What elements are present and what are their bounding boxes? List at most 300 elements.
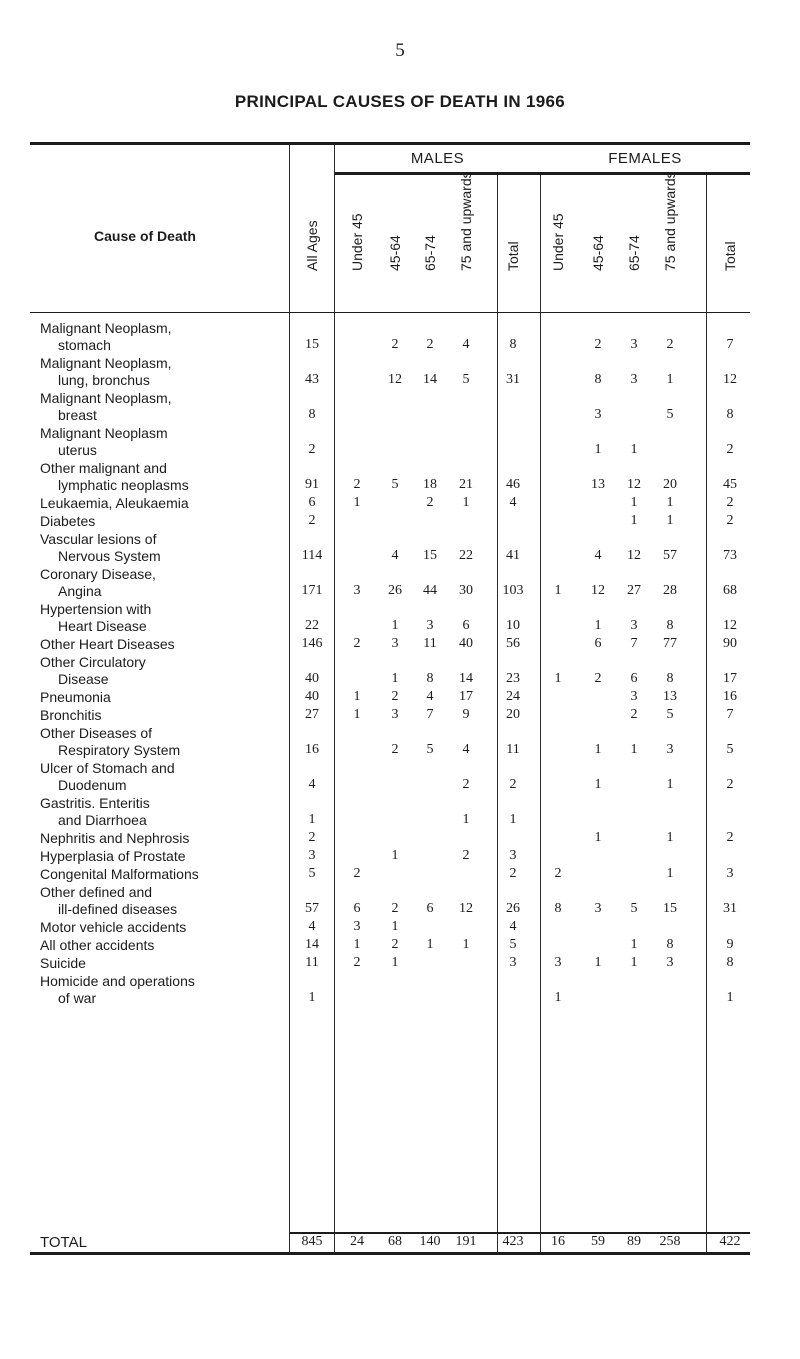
table-cell: 2 (426, 495, 434, 510)
group-header-rule (335, 172, 750, 175)
table-cell: 1 (630, 742, 638, 757)
total-cell: 258 (659, 1234, 681, 1249)
cause-line-1: Diabetes (40, 513, 96, 529)
table-cell: 27 (305, 707, 319, 722)
table-cell: 1 (308, 812, 316, 827)
table-cell: 146 (301, 636, 323, 651)
table-cell: 1 (462, 812, 470, 827)
page-number: 5 (395, 40, 405, 61)
total-cell: 422 (719, 1234, 741, 1249)
table-cell: 1 (594, 442, 602, 457)
table-cell: 5 (462, 372, 470, 387)
cause-line-1: Bronchitis (40, 707, 102, 723)
table-cell: 2 (391, 901, 399, 916)
table-cell: 1 (594, 955, 602, 970)
cause-line-1: Ulcer of Stomach and (40, 760, 175, 776)
column-header (623, 195, 645, 285)
table-cell: 1 (554, 990, 562, 1005)
cause-line-1: Hyperplasia of Prostate (40, 848, 186, 864)
table-row (0, 531, 800, 566)
table-cell: 44 (423, 583, 437, 598)
table-cell: 8 (426, 671, 434, 686)
total-cell: 68 (388, 1234, 402, 1249)
table-cell: 3 (726, 866, 734, 881)
table-row (0, 513, 800, 531)
table-cell: 11 (423, 636, 437, 651)
cause-line-1: Other Heart Diseases (40, 636, 175, 652)
table-cell: 8 (308, 407, 316, 422)
table-cell: 12 (627, 548, 641, 563)
table-cell: 43 (305, 372, 319, 387)
total-label: TOTAL (40, 1234, 87, 1251)
table-cell: 20 (506, 707, 520, 722)
column-header-label: 65-74 (422, 235, 438, 271)
cause-name (40, 955, 272, 972)
table-cell: 1 (666, 866, 674, 881)
table-cell: 1 (630, 955, 638, 970)
column-header-label: Total (505, 241, 521, 271)
cause-name (40, 848, 272, 865)
table-cell: 1 (391, 955, 399, 970)
cause-of-death-header: Cause of Death (94, 228, 196, 244)
cause-line-1: Congenital Malformations (40, 866, 199, 882)
table-cell: 1 (666, 372, 674, 387)
table-cell: 4 (391, 548, 399, 563)
table-row (0, 460, 800, 495)
table-cell: 2 (353, 866, 361, 881)
table-cell: 2 (726, 495, 734, 510)
cause-name (40, 654, 272, 687)
table-cell: 1 (594, 830, 602, 845)
table-cell: 5 (666, 407, 674, 422)
table-cell: 1 (554, 583, 562, 598)
cause-line-1: Nephritis and Nephrosis (40, 830, 190, 846)
column-header (384, 195, 406, 285)
table-cell: 6 (308, 495, 316, 510)
column-header-label: All Ages (304, 220, 320, 271)
table-cell: 24 (506, 689, 520, 704)
table-cell: 31 (723, 901, 737, 916)
table-cell: 1 (594, 618, 602, 633)
table-cell: 8 (509, 337, 517, 352)
cause-line-2: Disease (58, 670, 109, 687)
table-cell: 8 (666, 671, 674, 686)
cause-name (40, 689, 272, 706)
cause-line-1: Malignant Neoplasm, (40, 390, 172, 406)
table-cell: 11 (305, 955, 319, 970)
table-cell: 3 (353, 919, 361, 934)
total-cell: 24 (350, 1234, 364, 1249)
table-row (0, 390, 800, 425)
cause-name (40, 937, 272, 954)
cause-name (40, 460, 272, 493)
table-row (0, 973, 800, 1008)
cause-line-2: ill-defined diseases (58, 900, 178, 917)
cause-name (40, 601, 272, 634)
table-cell: 2 (630, 707, 638, 722)
table-cell: 9 (462, 707, 470, 722)
cause-line-2: and Diarrhoea (58, 811, 147, 828)
table-cell: 2 (462, 848, 470, 863)
cause-line-2: uterus (58, 441, 97, 458)
table-cell: 1 (353, 689, 361, 704)
table-cell: 1 (353, 495, 361, 510)
cause-name (40, 513, 272, 530)
table-cell: 2 (666, 337, 674, 352)
table-cell: 2 (726, 830, 734, 845)
cause-line-2: Angina (58, 582, 102, 599)
table-cell: 2 (594, 671, 602, 686)
table-cell: 5 (391, 477, 399, 492)
table-cell: 45 (723, 477, 737, 492)
total-cell: 845 (301, 1234, 323, 1249)
table-cell: 2 (426, 337, 434, 352)
cause-name (40, 707, 272, 724)
table-cell: 14 (459, 671, 473, 686)
table-cell: 40 (305, 671, 319, 686)
table-cell: 90 (723, 636, 737, 651)
total-cell: 423 (502, 1234, 524, 1249)
table-cell: 4 (426, 689, 434, 704)
table-row (0, 848, 800, 866)
table-row (0, 866, 800, 884)
table-cell: 1 (630, 513, 638, 528)
table-cell: 3 (594, 407, 602, 422)
cause-name (40, 531, 272, 564)
page-title: PRINCIPAL CAUSES OF DEATH IN 1966 (234, 92, 566, 111)
cause-line-1: Suicide (40, 955, 86, 971)
table-cell: 12 (723, 618, 737, 633)
cause-line-1: Vascular lesions of (40, 531, 157, 547)
table-cell: 2 (726, 442, 734, 457)
table-cell: 16 (305, 742, 319, 757)
cause-name (40, 355, 272, 388)
cause-name (40, 866, 272, 883)
table-cell: 2 (391, 337, 399, 352)
table-cell: 46 (506, 477, 520, 492)
table-cell: 2 (353, 477, 361, 492)
table-cell: 2 (391, 937, 399, 952)
table-cell: 22 (305, 618, 319, 633)
table-cell: 40 (305, 689, 319, 704)
table-cell: 1 (391, 618, 399, 633)
cause-line-1: Pneumonia (40, 689, 111, 705)
table-cell: 3 (509, 848, 517, 863)
table-cell: 3 (554, 955, 562, 970)
table-cell: 2 (726, 513, 734, 528)
table-cell: 7 (726, 707, 734, 722)
table-cell: 3 (666, 742, 674, 757)
table-cell: 3 (391, 636, 399, 651)
cause-line-2: Nervous System (58, 547, 161, 564)
table-cell: 1 (666, 830, 674, 845)
table-cell: 3 (353, 583, 361, 598)
table-cell: 2 (509, 866, 517, 881)
cause-name (40, 636, 272, 653)
table-row (0, 689, 800, 707)
table-cell: 13 (663, 689, 677, 704)
table-cell: 5 (630, 901, 638, 916)
table-cell: 5 (726, 742, 734, 757)
table-cell: 15 (305, 337, 319, 352)
table-row (0, 725, 800, 760)
table-cell: 40 (459, 636, 473, 651)
table-cell: 2 (353, 955, 361, 970)
cause-line-2: Heart Disease (58, 617, 147, 634)
cause-line-2: Respiratory System (58, 741, 181, 758)
table-cell: 11 (506, 742, 520, 757)
table-row (0, 884, 800, 919)
table-cell: 103 (502, 583, 524, 598)
table-row (0, 955, 800, 973)
table-cell: 1 (308, 990, 316, 1005)
table-cell: 14 (423, 372, 437, 387)
cause-line-1: Motor vehicle accidents (40, 919, 187, 935)
table-cell: 3 (426, 618, 434, 633)
table-cell: 6 (630, 671, 638, 686)
table-cell: 18 (423, 477, 437, 492)
table-cell: 3 (308, 848, 316, 863)
table-cell: 26 (388, 583, 402, 598)
cause-line-2: stomach (58, 336, 111, 353)
table-cell: 3 (630, 372, 638, 387)
column-header-label: Total (722, 241, 738, 271)
table-cell: 1 (391, 848, 399, 863)
table-row (0, 830, 800, 848)
table-cell: 2 (509, 777, 517, 792)
column-header-label: Under 45 (349, 213, 365, 271)
table-cell: 4 (509, 919, 517, 934)
table-cell: 1 (666, 513, 674, 528)
cause-line-1: Other malignant and (40, 460, 167, 476)
table-cell: 4 (308, 777, 316, 792)
cause-name (40, 566, 272, 599)
column-header-label: 75 and upwards (662, 171, 678, 271)
table-cell: 31 (506, 372, 520, 387)
table-cell: 5 (509, 937, 517, 952)
table-top-rule (30, 142, 750, 145)
table-cell: 30 (459, 583, 473, 598)
total-cell: 59 (591, 1234, 605, 1249)
table-row (0, 795, 800, 830)
females-header: FEMALES (608, 150, 682, 167)
table-row (0, 654, 800, 689)
header-bottom-rule (30, 312, 750, 313)
cause-name (40, 919, 272, 936)
table-cell: 4 (594, 548, 602, 563)
table-cell: 22 (459, 548, 473, 563)
table-cell: 16 (723, 689, 737, 704)
table-cell: 68 (723, 583, 737, 598)
table-cell: 15 (423, 548, 437, 563)
table-cell: 2 (308, 442, 316, 457)
cause-name (40, 320, 272, 353)
table-cell: 41 (506, 548, 520, 563)
cause-name (40, 390, 272, 423)
table-cell: 4 (462, 742, 470, 757)
table-cell: 1 (353, 707, 361, 722)
table-cell: 20 (663, 477, 677, 492)
table-cell: 2 (462, 777, 470, 792)
cause-line-1: Malignant Neoplasm, (40, 320, 172, 336)
table-cell: 77 (663, 636, 677, 651)
cause-line-2: lymphatic neoplasms (58, 476, 189, 493)
table-cell: 5 (308, 866, 316, 881)
table-cell: 7 (726, 337, 734, 352)
cause-line-1: All other accidents (40, 937, 155, 953)
table-cell: 1 (462, 937, 470, 952)
table-cell: 56 (506, 636, 520, 651)
table-row (0, 707, 800, 725)
table-cell: 2 (391, 689, 399, 704)
table-cell: 15 (663, 901, 677, 916)
males-header: MALES (410, 150, 465, 167)
cause-name (40, 725, 272, 758)
cause-name (40, 495, 272, 512)
column-header (419, 195, 441, 285)
table-cell: 1 (353, 937, 361, 952)
table-cell: 8 (726, 955, 734, 970)
table-cell: 1 (426, 937, 434, 952)
table-cell: 3 (630, 689, 638, 704)
table-cell: 1 (554, 671, 562, 686)
table-cell: 4 (509, 495, 517, 510)
table-cell: 27 (627, 583, 641, 598)
table-cell: 2 (353, 636, 361, 651)
cause-name (40, 760, 272, 793)
table-cell: 2 (726, 777, 734, 792)
table-cell: 8 (554, 901, 562, 916)
table-cell: 17 (459, 689, 473, 704)
table-row (0, 937, 800, 955)
table-cell: 3 (630, 337, 638, 352)
table-cell: 3 (391, 707, 399, 722)
table-cell: 12 (723, 372, 737, 387)
table-row (0, 425, 800, 460)
cause-line-1: Malignant Neoplasm, (40, 355, 172, 371)
column-header (301, 195, 323, 285)
table-cell: 17 (723, 671, 737, 686)
table-cell: 1 (630, 495, 638, 510)
table-cell: 8 (666, 618, 674, 633)
column-header (547, 195, 569, 285)
table-cell: 91 (305, 477, 319, 492)
table-cell: 1 (462, 495, 470, 510)
table-bottom-rule (30, 1252, 750, 1255)
table-cell: 1 (666, 495, 674, 510)
column-header-label: 75 and upwards (458, 171, 474, 271)
table-row (0, 636, 800, 654)
column-header-label: Under 45 (550, 213, 566, 271)
table-cell: 12 (627, 477, 641, 492)
table-cell: 114 (301, 548, 323, 563)
table-cell: 1 (630, 937, 638, 952)
table-cell: 4 (308, 919, 316, 934)
column-header (346, 195, 368, 285)
table-cell: 1 (391, 919, 399, 934)
total-cell: 191 (455, 1234, 477, 1249)
table-cell: 21 (459, 477, 473, 492)
table-row (0, 760, 800, 795)
cause-line-2: Duodenum (58, 776, 127, 793)
table-cell: 12 (459, 901, 473, 916)
cause-line-2: of war (58, 989, 97, 1006)
table-cell: 5 (666, 707, 674, 722)
table-row (0, 566, 800, 601)
table-cell: 2 (594, 337, 602, 352)
table-row (0, 601, 800, 636)
table-cell: 6 (594, 636, 602, 651)
table-cell: 57 (663, 548, 677, 563)
table-cell: 57 (305, 901, 319, 916)
table-cell: 2 (308, 830, 316, 845)
cause-name (40, 795, 272, 828)
table-cell: 5 (426, 742, 434, 757)
table-cell: 4 (462, 337, 470, 352)
column-header-label: 65-74 (626, 235, 642, 271)
cause-line-1: Homicide and operations (40, 973, 195, 989)
table-row (0, 495, 800, 513)
table-cell: 1 (666, 777, 674, 792)
table-cell: 1 (594, 777, 602, 792)
cause-line-1: Coronary Disease, (40, 566, 156, 582)
cause-line-2: breast (58, 406, 97, 423)
table-cell: 171 (301, 583, 323, 598)
table-cell: 1 (630, 442, 638, 457)
table-cell: 1 (594, 742, 602, 757)
total-cell: 89 (627, 1234, 641, 1249)
column-header-label: 45-64 (590, 235, 606, 271)
column-header (659, 171, 681, 285)
table-cell: 3 (666, 955, 674, 970)
total-cell: 140 (419, 1234, 441, 1249)
table-cell: 12 (388, 372, 402, 387)
column-header-label: 45-64 (387, 235, 403, 271)
total-cell: 16 (551, 1234, 565, 1249)
cause-name (40, 830, 272, 847)
table-row (0, 919, 800, 937)
cause-line-1: Other Diseases of (40, 725, 153, 741)
cause-line-1: Hypertension with (40, 601, 152, 617)
column-header (455, 171, 477, 285)
table-row (0, 355, 800, 390)
table-cell: 73 (723, 548, 737, 563)
table-cell: 23 (506, 671, 520, 686)
table-cell: 7 (426, 707, 434, 722)
table-cell: 6 (353, 901, 361, 916)
table-cell: 8 (666, 937, 674, 952)
table-cell: 28 (663, 583, 677, 598)
table-cell: 26 (506, 901, 520, 916)
table-cell: 3 (509, 955, 517, 970)
table-cell: 8 (726, 407, 734, 422)
table-cell: 13 (591, 477, 605, 492)
table-cell: 7 (630, 636, 638, 651)
table-cell: 1 (391, 671, 399, 686)
table-cell: 2 (391, 742, 399, 757)
table-cell: 1 (509, 812, 517, 827)
table-cell: 2 (554, 866, 562, 881)
cause-line-1: Gastritis. Enteritis (40, 795, 150, 811)
table-cell: 2 (308, 513, 316, 528)
cause-line-2: lung, bronchus (58, 371, 150, 388)
table-cell: 3 (594, 901, 602, 916)
table-cell: 14 (305, 937, 319, 952)
cause-name (40, 973, 272, 1006)
table-cell: 9 (726, 937, 734, 952)
table-cell: 6 (462, 618, 470, 633)
column-header (502, 195, 524, 285)
